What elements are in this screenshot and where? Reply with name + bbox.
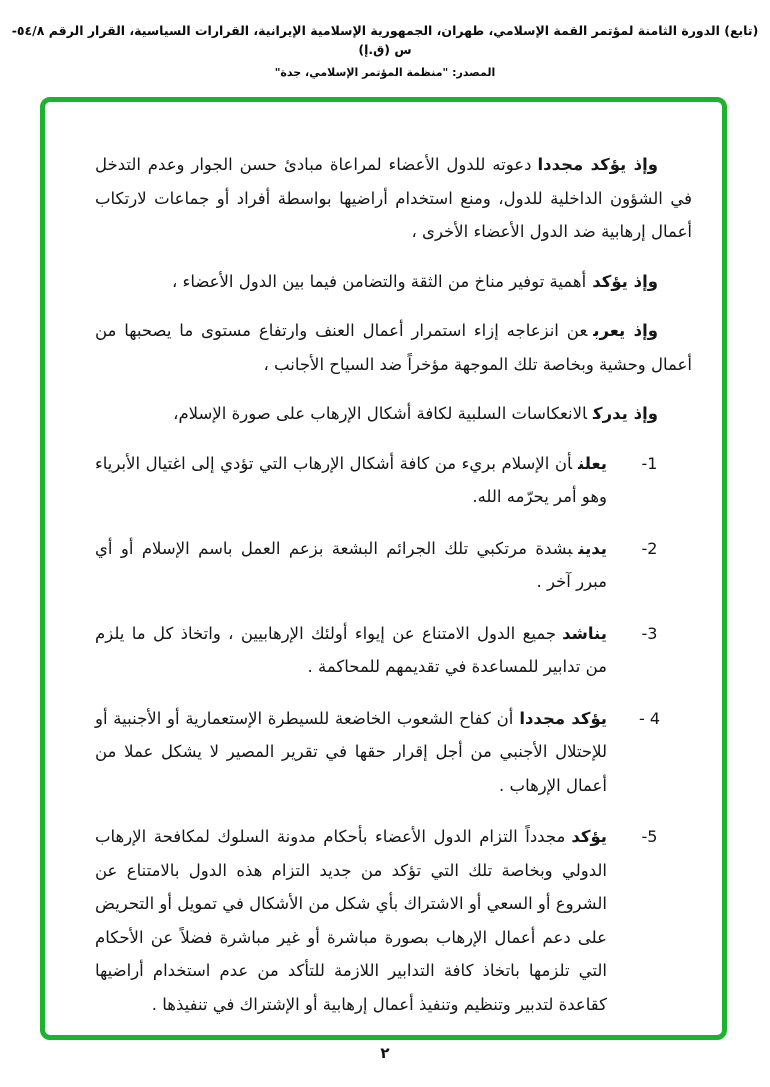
paragraph-lead: وإذ يؤكد: [592, 271, 658, 291]
paragraph-lead: وإذ يعرب: [593, 321, 659, 340]
document-header: [10, 22, 760, 79]
paragraph-text: عن انزعاجه إزاء استمرار أعمال العنف وارتفاع مستوى ما يصحبها من أعمال وحشية وبخاصة تلك الموجهة مؤخراً ضد السياح الأجانب ،: [95, 321, 692, 374]
item-body: [95, 702, 607, 803]
item-body: [95, 447, 607, 514]
resolution-item: [95, 617, 692, 684]
preamble-paragraph: [95, 397, 692, 431]
preamble-paragraph: [95, 148, 692, 249]
resolution-item: [95, 447, 692, 514]
item-lead: يعلن: [578, 453, 607, 473]
item-lead: يؤكد: [571, 827, 607, 846]
item-text: مجدداً التزام الدول الأعضاء بأحكام مدونة السلوك لمكافحة الإرهاب الدولي وبخاصة تلك التي تؤكد من جديد التزام هذه الدول بالامتناع عن الشروع أو السعي أو الاشتراك بأي شكل من الأشكال في تمويل أو التحريض على دعم أعمال الإرهاب بصورة مباشرة أو غير مباشرة فضلاً عن الأحكام التي تلزمها باتخاذ كافة التدابير اللازمة للتأكد من عدم استخدام أراضيها كقاعدة لتدبير وتنظيم وتنفيذ أعمال إرهابية أو الإشتراك في تنفيذها .: [95, 827, 607, 1014]
item-lead: يناشد: [562, 623, 607, 643]
highlight-frame: [40, 97, 727, 1040]
paragraph-lead: وإذ يؤكد مجددا: [537, 155, 658, 174]
paragraph-text: دعوته للدول الأعضاء لمراعاة مبادئ حسن الجوار وعدم التدخل في الشؤون الداخلية للدول، ومنع استخدام أراضيها بواسطة أفراد أو جماعات لارتكاب أعمال إرهابية ضد الدول الأعضاء الأخرى ،: [95, 155, 692, 241]
item-body: [95, 617, 607, 684]
item-text: جميع الدول الامتناع عن إيواء أولئك الإرهابيين ، واتخاذ كل ما يلزم من تدابير للمساعدة في تقديمهم للمحاكمة .: [95, 623, 607, 676]
resolution-item: [95, 702, 692, 803]
item-number: -5: [641, 827, 658, 846]
header-title-line: (تابع) الدورة الثامنة لمؤتمر القمة الإسلامي، طهران، الجمهورية الإسلامية الإيرانية، القرارات السياسية، القرار الرقم ٥٤/٨-س (ق.إ): [11, 23, 759, 57]
preamble-paragraph: [95, 314, 692, 381]
item-number: -1: [641, 453, 658, 473]
paragraph-text: أهمية توفير مناخ من الثقة والتضامن فيما بين الدول الأعضاء ،: [171, 271, 587, 291]
paragraph-lead: وإذ يدرك: [593, 404, 658, 423]
item-number: -2: [641, 538, 658, 558]
preamble-paragraph: [95, 265, 692, 299]
item-number: -3: [641, 623, 658, 643]
item-lead: يؤكد مجددا: [519, 708, 607, 728]
item-text: أن كفاح الشعوب الخاضعة للسيطرة الإستعمارية أو الأجنبية أو للإحتلال الأجنبي من أجل إقرار حقها في تقرير المصير لا يشكل عملا من أعمال الإرهاب .: [95, 708, 607, 795]
item-text: بشدة مرتكبي تلك الجرائم البشعة بزعم العمل باسم الإسلام أو أي مبرر آخر .: [95, 538, 607, 591]
document-body: [45, 102, 722, 1049]
header-source-line: المصدر: "منظمة المؤتمر الإسلامي، جدة": [274, 65, 496, 79]
item-text: أن الإسلام بريء من كافة أشكال الإرهاب التي تؤدي إلى اغتيال الأبرياء وهو أمر يحرّمه الله.: [95, 453, 607, 506]
item-body: [95, 532, 607, 599]
page-number: ٢: [380, 1044, 390, 1062]
item-lead: يدين: [578, 538, 607, 558]
resolution-item: [95, 532, 692, 599]
item-number: - 4: [638, 708, 661, 728]
resolution-item: [95, 820, 692, 1021]
paragraph-text: الانعكاسات السلبية لكافة أشكال الإرهاب على صورة الإسلام،: [173, 404, 588, 423]
item-body: [95, 820, 607, 1021]
